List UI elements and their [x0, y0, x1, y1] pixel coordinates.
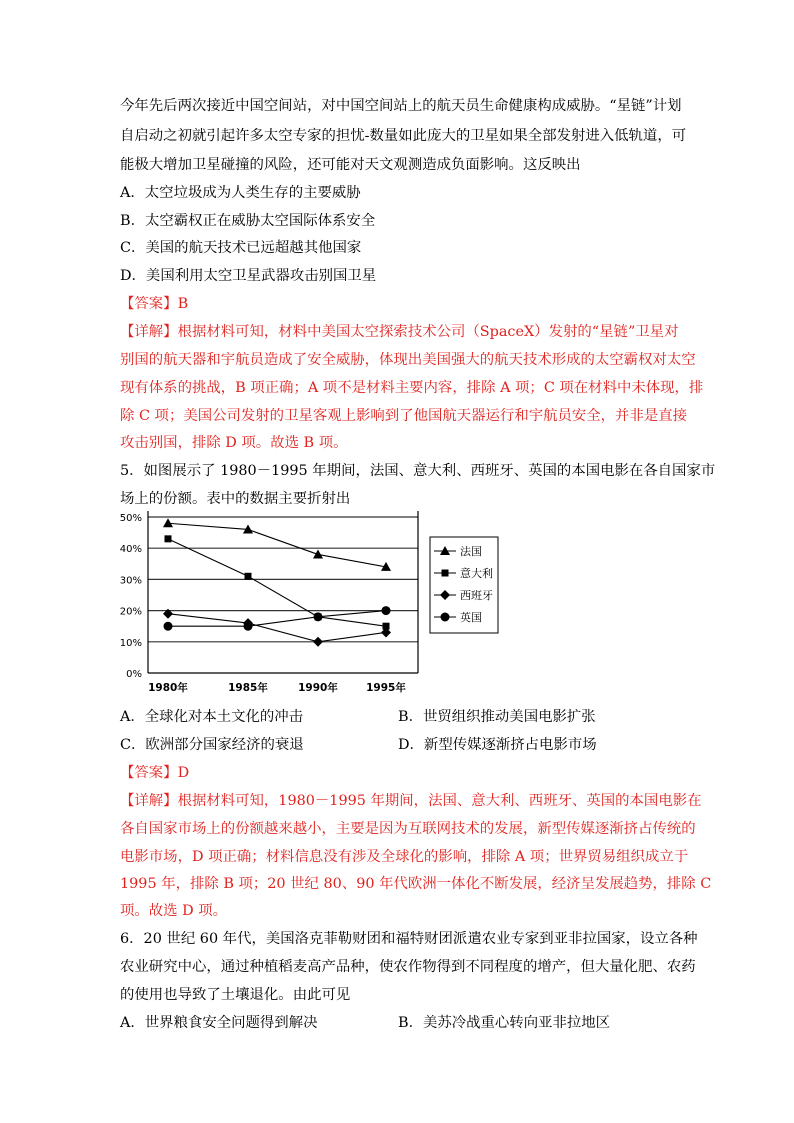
data-point-circle [382, 606, 391, 615]
y-tick-label: 0% [126, 669, 142, 680]
y-tick-label: 40% [119, 544, 142, 556]
q5-option-a: A．全球化对本土文化的冲击 [120, 709, 304, 725]
q5-explanation-line-4: 1995 年，排除 B 项；20 世纪 80、90 年代欧洲一体化不断发展，经济呈发展趋势，排除 C [120, 876, 712, 892]
legend-label: 意大利 [460, 567, 493, 580]
q4-stem-line-1: 今年先后两次接近中国空间站，对中国空间站上的航天员生命健康构成威胁。“星链”计划 [120, 98, 682, 114]
q4-stem-line-2: 自启动之初就引起许多太空专家的担忧-数量如此庞大的卫星如果全部发射进入低轨道，可 [120, 128, 687, 144]
q5-answer: 【答案】D [120, 765, 190, 781]
q5-explanation-line-3: 电影市场，D 项正确；材料信息没有涉及全球化的影响，排除 A 项；世界贸易组织成立于 [120, 849, 689, 865]
series-line [168, 614, 386, 642]
data-point-circle [244, 622, 253, 631]
q4-explanation-line-1: 【详解】根据材料可知，材料中美国太空探索技术公司（SpaceX）发射的“星链”卫星对 [120, 324, 679, 340]
series-line [168, 611, 386, 627]
x-tick-label: 1980年 [148, 682, 188, 694]
y-tick-label: 50% [119, 513, 142, 524]
chart-svg [118, 505, 508, 700]
chart-legend [430, 537, 498, 633]
q4-explanation-line-3: 现有体系的挑战，B 项正确；A 项不是材料主要内容，排除 A 项；C 项在材料中未体现，排 [120, 380, 704, 396]
legend-label: 英国 [460, 611, 482, 624]
q6-stem-line-1: 6．20 世纪 60 年代，美国洛克菲勒财团和福特财团派遣农业专家到亚非拉国家，设立各种 [120, 931, 698, 947]
x-tick-label: 1990年 [298, 682, 338, 694]
series-1 [165, 535, 390, 629]
q4-explanation-line-5: 攻击别国，排除 D 项。故选 B 项。 [120, 435, 348, 451]
data-point-triangle [163, 518, 173, 527]
legend-label: 法国 [460, 545, 482, 558]
y-tick-label: 30% [119, 575, 142, 587]
q4-option-c: C．美国的航天技术已远超越其他国家 [120, 240, 362, 256]
data-point-square [245, 573, 252, 580]
series-2 [163, 609, 391, 647]
q6-stem-line-3: 的使用也导致了土壤退化。由此可见 [120, 987, 351, 1003]
series-0 [163, 518, 391, 571]
q5-option-d: D．新型传媒逐渐挤占电影市场 [398, 737, 597, 753]
y-tick-label: 20% [119, 606, 142, 618]
chart-grid [148, 517, 418, 642]
q5-option-c: C．欧洲部分国家经济的衰退 [120, 737, 304, 753]
series-line [168, 523, 386, 567]
q5-stem-line-1: 5．如图展示了 1980－1995 年期间，法国、意大利、西班牙、英国的本国电影在各自国家市 [120, 463, 716, 479]
data-point-square [442, 570, 449, 577]
x-tick-label: 1995年 [366, 682, 406, 694]
y-tick-label: 10% [119, 637, 142, 649]
film-share-chart [118, 505, 508, 700]
data-point-circle [164, 622, 173, 631]
q4-option-d: D．美国利用太空卫星武器攻击别国卫星 [120, 268, 377, 284]
q5-explanation-line-5: 项。故选 D 项。 [120, 903, 228, 919]
q4-option-b: B．太空霸权正在威胁太空国际体系安全 [120, 213, 376, 229]
data-point-triangle [313, 549, 323, 558]
series-3 [164, 606, 391, 631]
data-point-circle [441, 613, 450, 622]
data-point-diamond [313, 637, 323, 647]
q6-stem-line-2: 农业研究中心，通过种植稻麦高产品种，使农作物得到不同程度的增产，但大量化肥、农药 [120, 959, 696, 975]
q5-explanation-line-1: 【详解】根据材料可知，1980－1995 年期间，法国、意大利、西班牙、英国的本国电影在 [120, 793, 702, 809]
chart-series [163, 518, 391, 647]
q4-explanation-line-4: 除 C 项；美国公司发射的卫星客观上影响到了他国航天器运行和宇航员安全，并非是直接 [120, 408, 688, 424]
data-point-circle [314, 612, 323, 621]
q5-option-b: B．世贸组织推动美国电影扩张 [398, 709, 596, 725]
q6-option-b: B．美苏冷战重心转向亚非拉地区 [398, 1015, 611, 1031]
q4-stem-line-3: 能极大增加卫星碰撞的风险，还可能对天文观测造成负面影响。这反映出 [120, 157, 581, 173]
data-point-square [165, 535, 172, 542]
legend-label: 西班牙 [460, 589, 493, 602]
q4-explanation-line-2: 别国的航天器和宇航员造成了安全威胁，体现出美国强大的航天技术形成的太空霸权对太空 [120, 352, 696, 368]
q5-stem-line-2: 场上的份额。表中的数据主要折射出 [120, 491, 351, 507]
q4-answer: 【答案】B [120, 296, 189, 312]
x-tick-label: 1985年 [228, 682, 268, 694]
q5-explanation-line-2: 各自国家市场上的份额越来越小，主要是因为互联网技术的发展，新型传媒逐渐挤占传统的 [120, 821, 696, 837]
q6-option-a: A．世界粮食安全问题得到解决 [120, 1015, 318, 1031]
q4-option-a: A．太空垃圾成为人类生存的主要威胁 [120, 185, 361, 201]
